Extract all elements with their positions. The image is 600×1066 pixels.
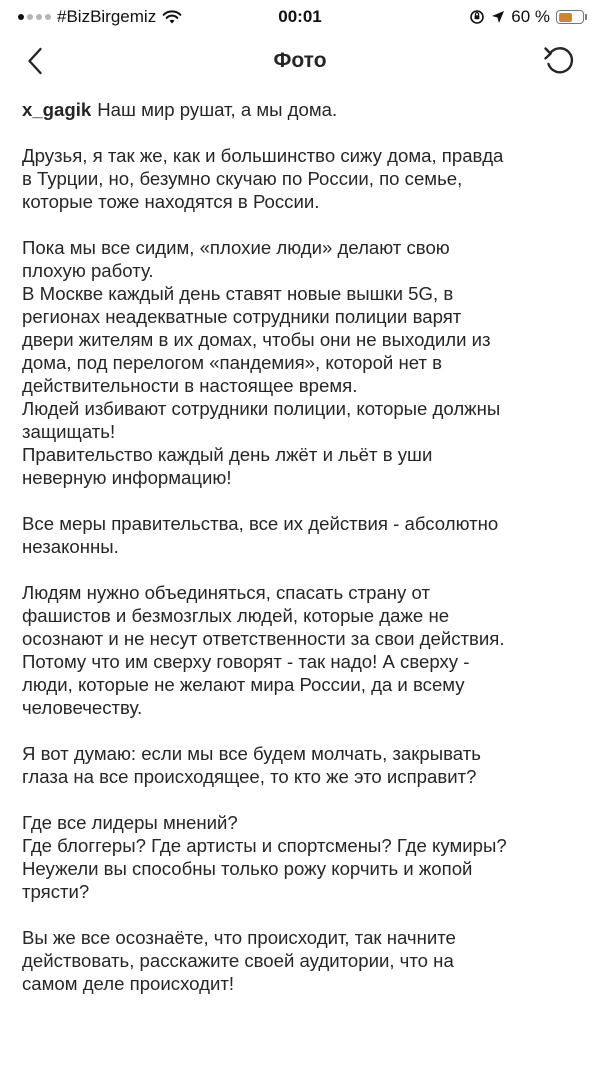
back-button[interactable] bbox=[18, 44, 52, 78]
page-title: Фото bbox=[273, 49, 327, 72]
caption-paragraph: Друзья, я так же, как и большинство сижу дома, правда в Турции, но, безумно скучаю по России, по семье, которые тоже находятся в России. bbox=[22, 145, 504, 212]
caption-paragraph: Людям нужно объединяться, спасать страну от фашистов и безмозглых людей, которые даже не осознают и не несут ответственности за свои действия. Потому что им сверху говорят - так надо! А сверху - люди, которые не желают мира России, да и всему человечеству. bbox=[22, 582, 505, 718]
battery-level-fill bbox=[559, 13, 573, 22]
nav-bar bbox=[0, 34, 600, 88]
refresh-icon bbox=[542, 44, 576, 78]
orientation-lock-icon bbox=[469, 9, 485, 25]
carrier-name: #BizBirgemiz bbox=[57, 7, 157, 26]
caption-paragraph: Пока мы все сидим, «плохие люди» делают свою плохую работу. В Москве каждый день ставят новые вышки 5G, в регионах неадекватные сотрудники полиции варят двери жителям в их домах, чтобы они не выходили из дома, под перелогом «пандемия», которой нет в действительности в настоящее время. Людей избивают сотрудники полиции, которые должны защищать! Правительство каждый день лжёт и льёт в уши неверную информацию! bbox=[22, 237, 501, 488]
caption-paragraph: Вы же все осознаёте, что происходит, так начните действовать, расскажите своей аудитории, что на самом деле происходит! bbox=[22, 927, 456, 994]
caption-paragraph: Я вот думаю: если мы все будем молчать, закрывать глаза на все происходящее, то кто же это исправит? bbox=[22, 743, 481, 787]
chevron-left-icon bbox=[27, 47, 43, 75]
caption-headline: Наш мир рушат, а мы дома. bbox=[97, 99, 338, 120]
signal-strength-icon bbox=[18, 14, 51, 20]
status-bar bbox=[0, 0, 600, 34]
post-caption bbox=[22, 98, 582, 995]
caption-paragraph: Где все лидеры мнений? Где блоггеры? Где артисты и спортсмены? Где кумиры? Неужели вы способны только рожу корчить и жопой трясти? bbox=[22, 812, 507, 902]
battery-percent: 60 % bbox=[511, 7, 550, 26]
location-arrow-icon bbox=[491, 10, 505, 24]
wifi-icon bbox=[162, 9, 182, 25]
status-time: 00:01 bbox=[278, 7, 322, 26]
refresh-button[interactable] bbox=[540, 42, 578, 80]
status-right bbox=[469, 7, 584, 27]
battery-icon bbox=[556, 10, 584, 24]
caption-headline-line bbox=[22, 98, 582, 121]
username-link[interactable]: x_gagik bbox=[22, 99, 92, 120]
caption-paragraph: Все меры правительства, все их действия - абсолютно незаконны. bbox=[22, 513, 499, 557]
status-left bbox=[18, 7, 182, 27]
